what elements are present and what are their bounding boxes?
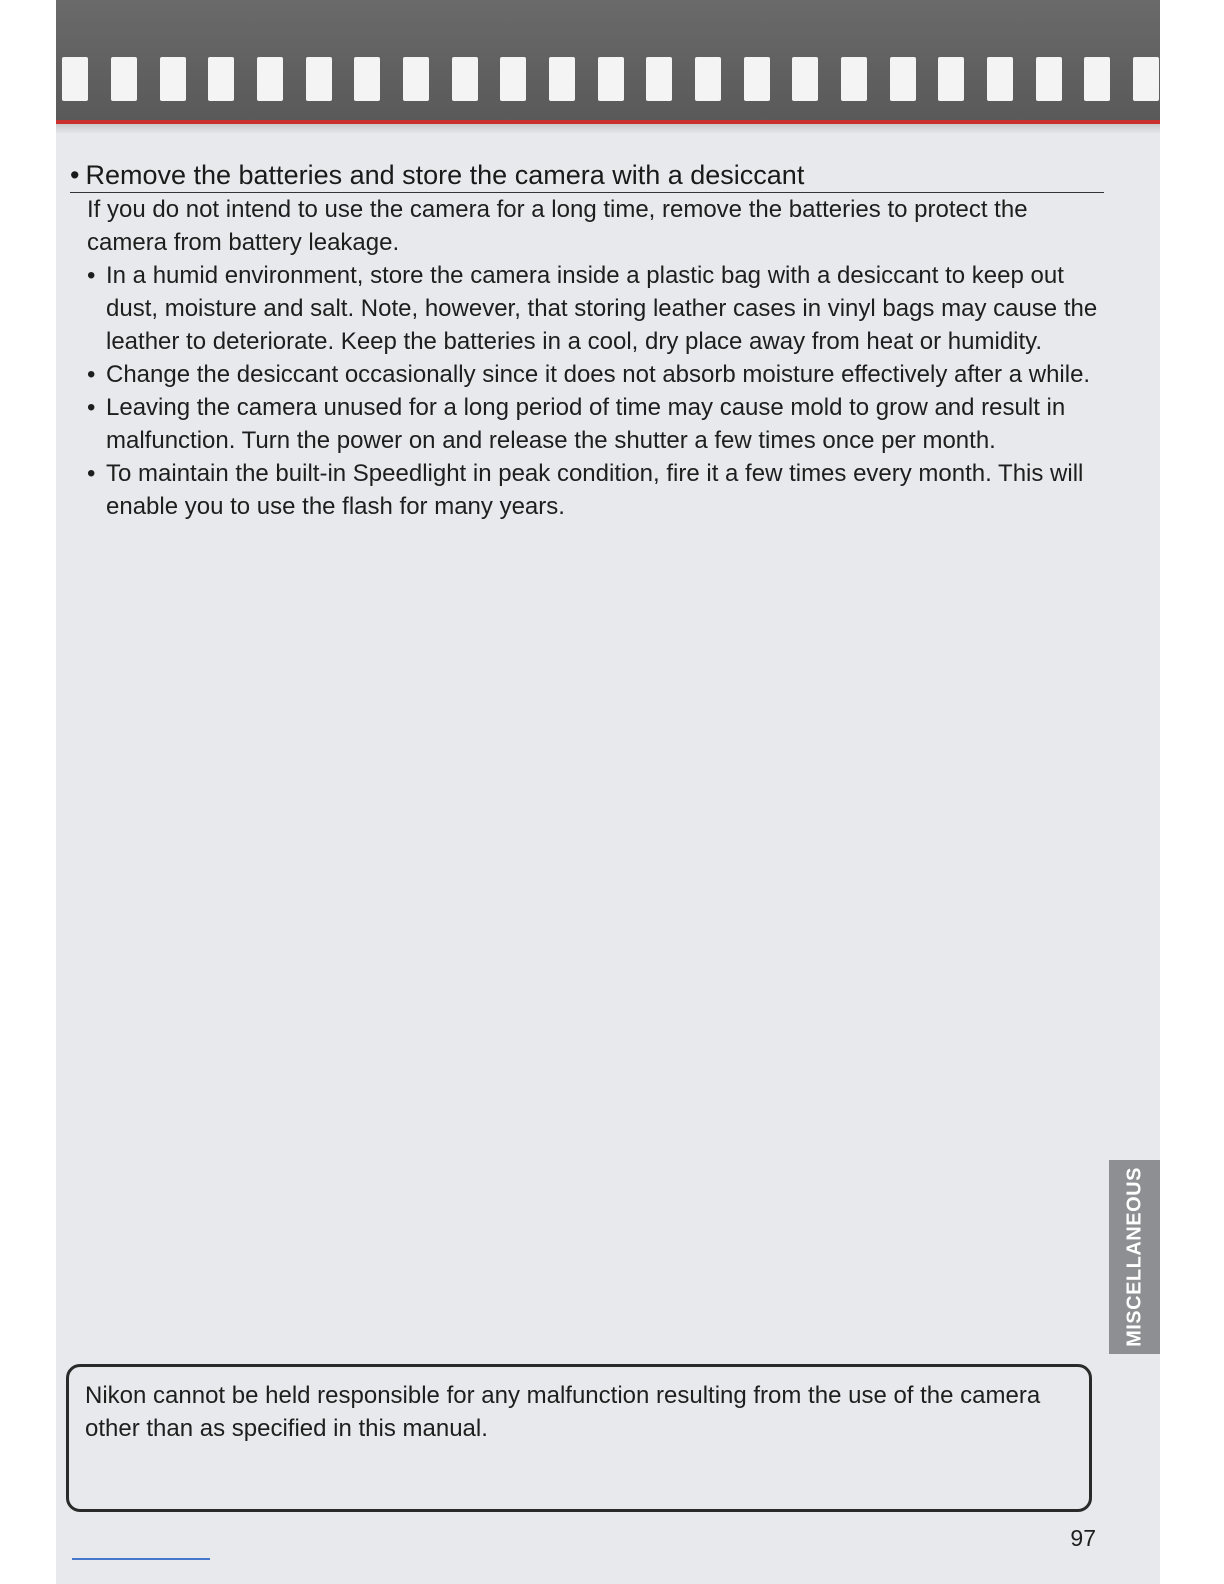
list-item [87, 391, 1117, 457]
film-perforation [646, 57, 672, 101]
film-perforation [598, 57, 624, 101]
section-tab-miscellaneous[interactable] [1109, 1160, 1160, 1354]
list-item-text: To maintain the built-in Speedlight in peak condition, fire it a few times every month. This will enable you to use the flash for many years. [106, 460, 1084, 520]
heading-bullet: • [70, 160, 80, 190]
list-item-text: Change the desiccant occasionally since it does not absorb moisture effectively after a while. [106, 361, 1091, 388]
film-perforation [549, 57, 575, 101]
list-item [87, 457, 1117, 523]
list-item [87, 259, 1117, 358]
storage-tips-list [87, 259, 1117, 523]
film-perforation [62, 57, 88, 101]
film-perforation [1084, 57, 1110, 101]
film-perforation [160, 57, 186, 101]
film-perforation [841, 57, 867, 101]
bullet-dot: • [87, 394, 96, 421]
manual-page [56, 0, 1160, 1584]
film-perforation [403, 57, 429, 101]
film-perforation [938, 57, 964, 101]
list-item-text: In a humid environment, store the camera inside a plastic bag with a desiccant to keep out dust, moisture and salt. Note, however, that storing leather cases in vinyl bags may cause the leather to deteriorate. Keep the batteries in a cool, dry place away from heat or humidity. [106, 262, 1098, 355]
film-perforation [500, 57, 526, 101]
section-heading-text: Remove the batteries and store the camera with a desiccant [85, 160, 805, 190]
disclaimer-text: Nikon cannot be held responsible for any malfunction resulting from the use of the camera other than as specified in this manual. [85, 1382, 1041, 1442]
bullet-dot: • [87, 361, 96, 388]
film-perforation [452, 57, 478, 101]
bullet-dot: • [87, 460, 96, 487]
section-tab-label: MISCELLANEOUS [1123, 1167, 1145, 1347]
footer-link-underline[interactable] [72, 1558, 210, 1560]
film-perforation [111, 57, 137, 101]
film-perforation [1133, 57, 1159, 101]
film-perforation [792, 57, 818, 101]
film-perforation [208, 57, 234, 101]
bullet-dot: • [87, 262, 96, 289]
list-item-text: Leaving the camera unused for a long period of time may cause mold to grow and result in malfunction. Turn the power on and release the shutter a few times once per month. [106, 394, 1066, 454]
list-item [87, 358, 1117, 391]
intro-paragraph: If you do not intend to use the camera for a long time, remove the batteries to protect the camera from battery leakage. [87, 196, 1028, 256]
film-perforation [744, 57, 770, 101]
film-perforation [987, 57, 1013, 101]
film-perforation [1036, 57, 1062, 101]
disclaimer-box [66, 1364, 1092, 1512]
film-perforation [306, 57, 332, 101]
film-perforation [257, 57, 283, 101]
section-heading [70, 158, 1104, 193]
film-perforation [890, 57, 916, 101]
film-perforation [695, 57, 721, 101]
page-number: 97 [1070, 1525, 1096, 1551]
film-strip-header [56, 0, 1160, 122]
film-perforation [354, 57, 380, 101]
header-shadow [56, 124, 1160, 134]
